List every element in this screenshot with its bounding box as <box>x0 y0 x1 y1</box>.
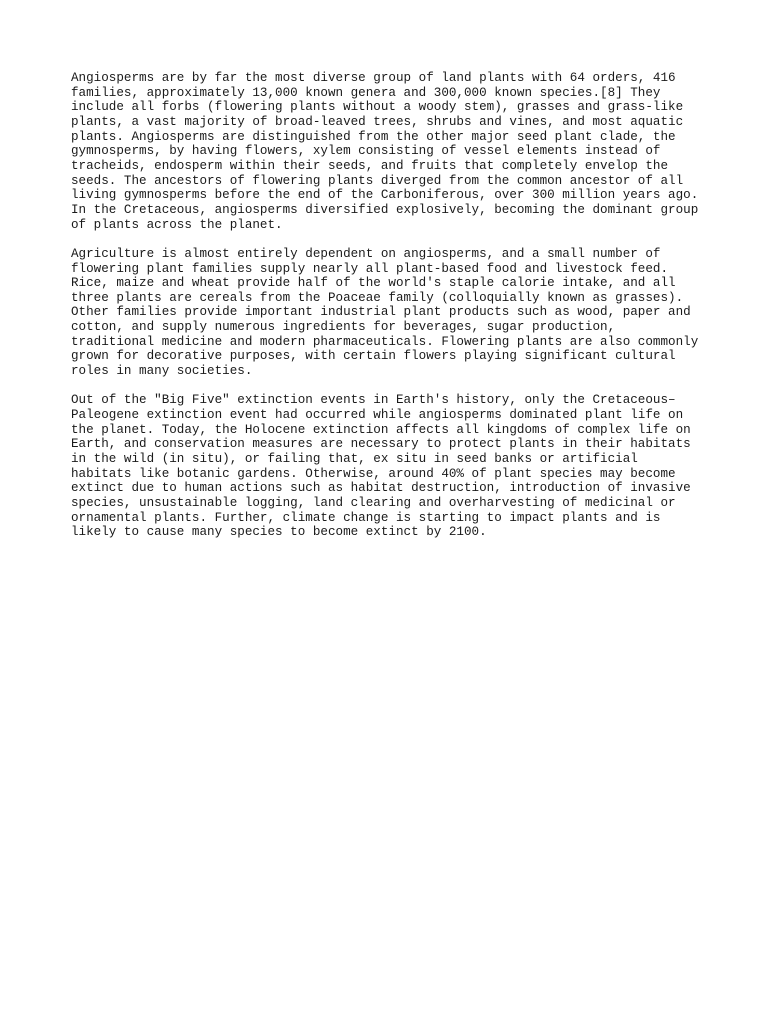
paragraph-angiosperm-diversity: Angiosperms are by far the most diverse group of land plants with 64 orders, 416 families, approximately 13,000 known genera and 300,000 known species.[8] They include all forbs (flowering plants without a woody stem), grasses and grass-like plants, a vast majority of broad-leaved trees, shrubs and vines, and most aquatic plants. Angiosperms are distinguished from the other major seed plant clade, the gymnosperms, by having flowers, xylem consisting of vessel elements instead of tracheids, endosperm within their seeds, and fruits that completely envelop the seeds. The ancestors of flowering plants diverged from the common ancestor of all living gymnosperms before the end of the Carboniferous, over 300 million years ago. In the Cretaceous, angiosperms diversified explosively, becoming the dominant group of plants across the planet. <box>71 71 699 232</box>
document-body <box>71 71 711 555</box>
paragraph-agriculture: Agriculture is almost entirely dependent on angiosperms, and a small number of flowering plant families supply nearly all plant-based food and livestock feed. Rice, maize and wheat provide half of the world's staple calorie intake, and all three plants are cereals from the Poaceae family (colloquially known as grasses). Other families provide important industrial plant products such as wood, paper and cotton, and supply numerous ingredients for beverages, sugar production, traditional medicine and modern pharmaceuticals. Flowering plants are also commonly grown for decorative purposes, with certain flowers playing significant cultural roles in many societies. <box>71 246 699 379</box>
paragraph-extinction: Out of the "Big Five" extinction events in Earth's history, only the Cretaceous– Paleogene extinction event had occurred while angiosperms dominated plant life on the planet. Today, the Holocene extinction affects all kingdoms of complex life on Earth, and conservation measures are necessary to protect plants in their habitats in the wild (in situ), or failing that, ex situ in seed banks or artificial habitats like botanic gardens. Otherwise, around 40% of plant species may become extinct due to human actions such as habitat destruction, introduction of invasive species, unsustainable logging, land clearing and overharvesting of medicinal or ornamental plants. Further, climate change is starting to impact plants and is likely to cause many species to become extinct by 2100. <box>71 393 691 540</box>
